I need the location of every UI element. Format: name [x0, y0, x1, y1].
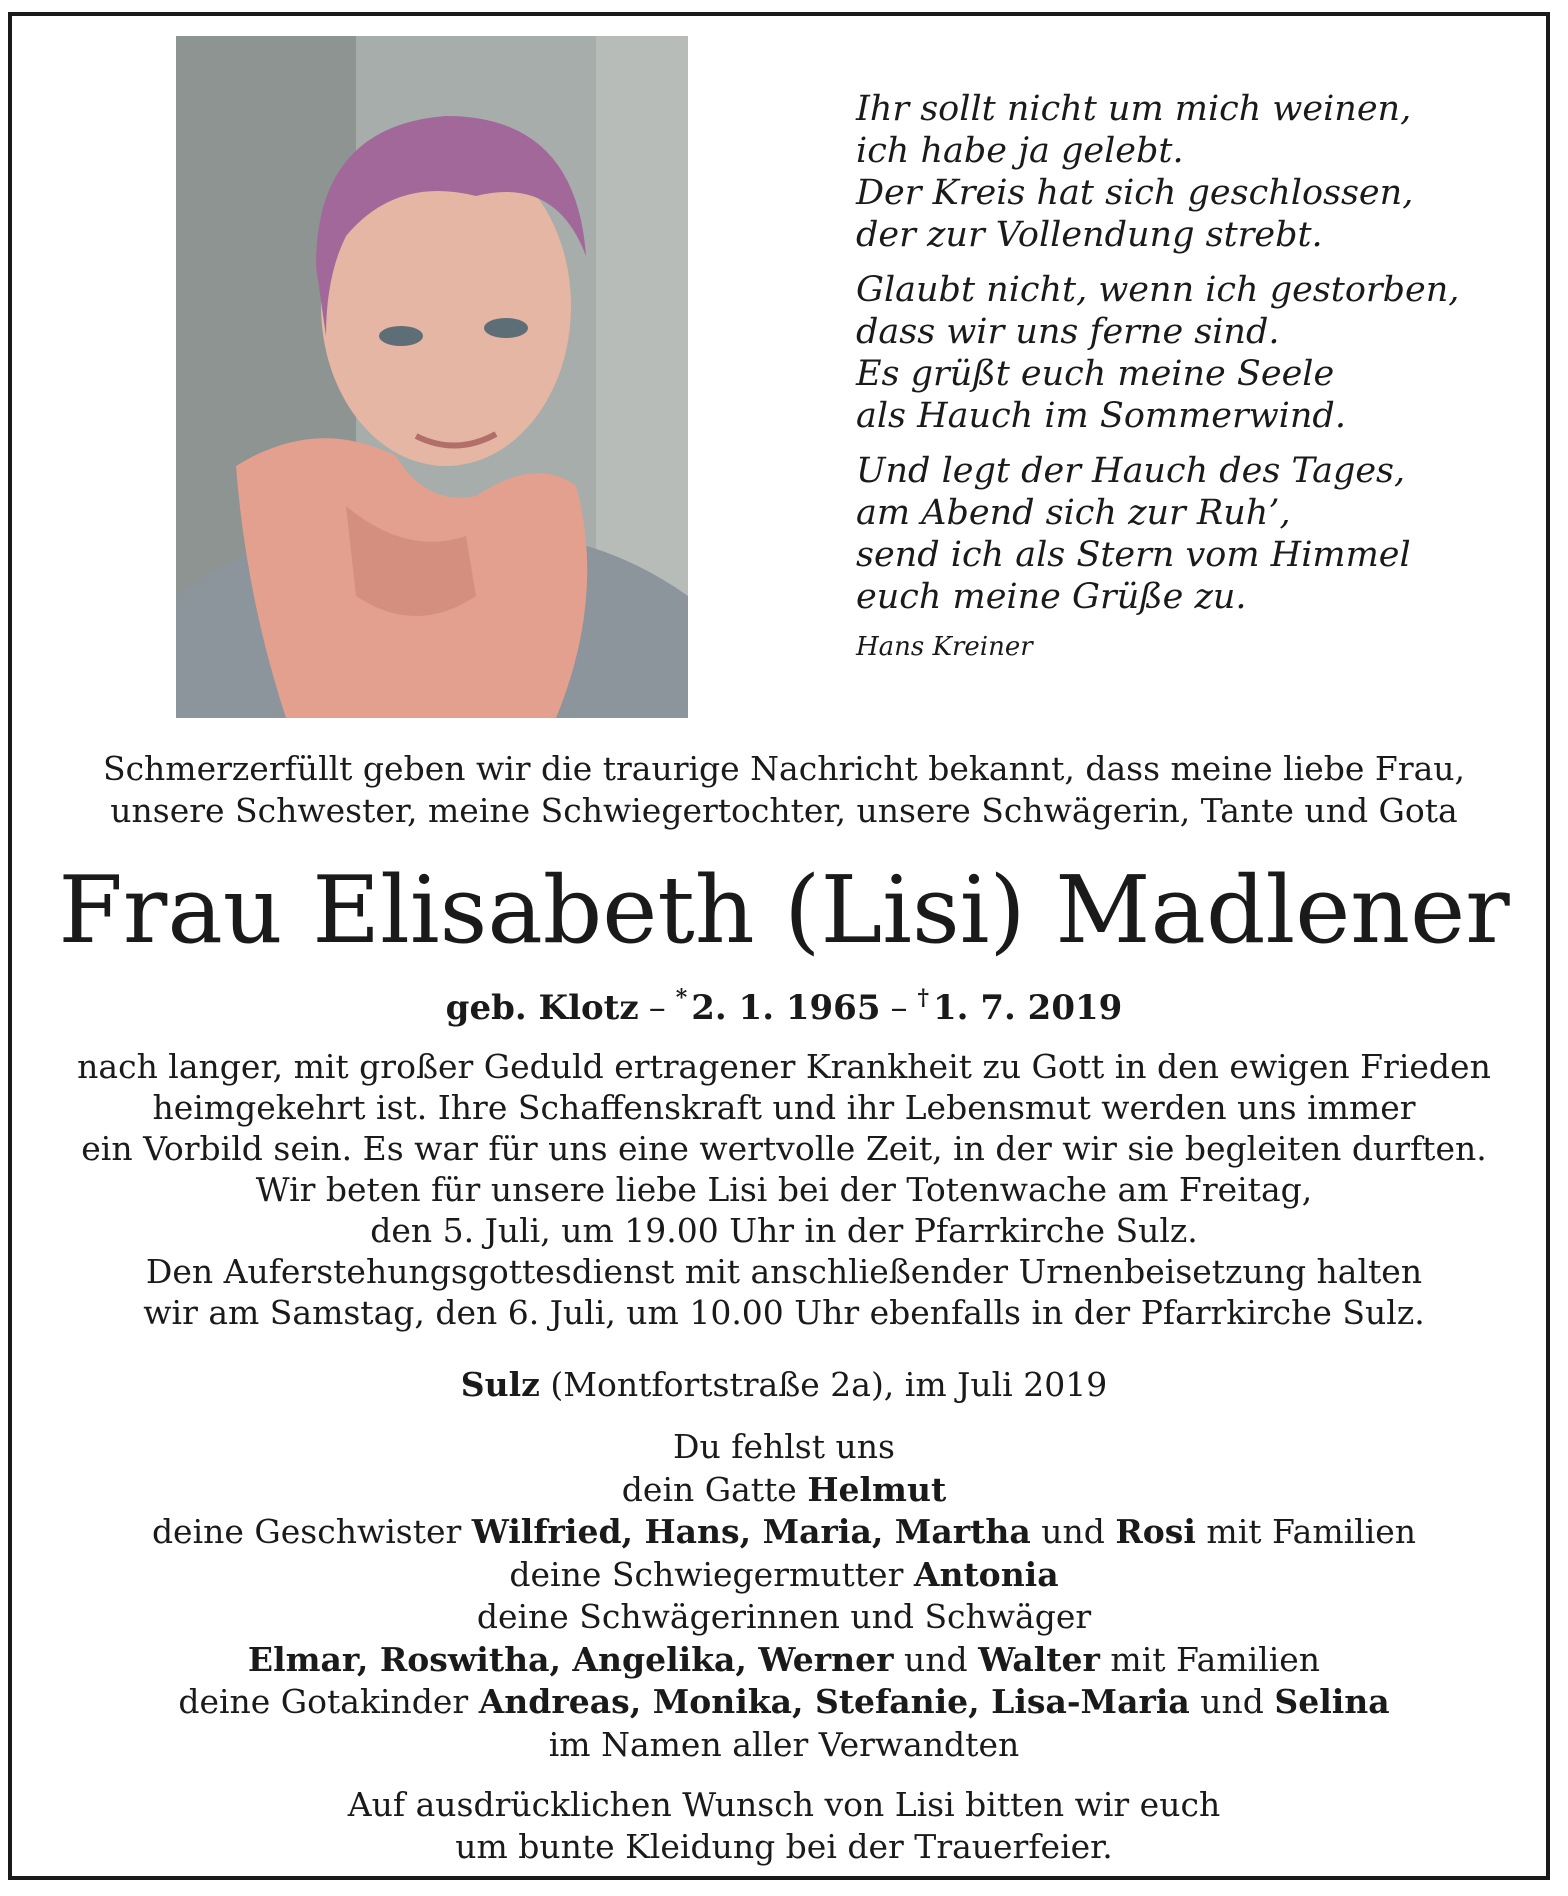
- deceased-name: Frau Elisabeth (Lisi) Madlener: [58, 856, 1510, 964]
- intro-text: [40, 748, 1528, 832]
- relation-suffix: mit Familien: [1099, 1639, 1321, 1679]
- poem: [856, 88, 1496, 663]
- poem-line: als Hauch im Sommerwind.: [856, 396, 1346, 436]
- wish-line: Auf ausdrücklichen Wunsch von Lisi bitten wir euch: [347, 1785, 1221, 1824]
- mourners-line: [40, 1511, 1528, 1554]
- birth-date: 2. 1. 1965: [691, 988, 881, 1028]
- place-rest: (Montfortstraße 2a), im Juli 2019: [539, 1365, 1108, 1404]
- poem-author: Hans Kreiner: [856, 632, 1033, 662]
- body-line: ein Vorbild sein. Es war für uns eine wertvolle Zeit, in der wir sie begleiten durften.: [81, 1129, 1487, 1168]
- poem-line: der zur Vollendung strebt.: [856, 215, 1323, 255]
- body-line: heimgekehrt ist. Ihre Schaffenskraft und ihr Lebensmut werden uns immer: [152, 1088, 1416, 1127]
- relation-label: deine Schwiegermutter: [509, 1554, 914, 1594]
- mourners-closing: im Namen aller Verwandten: [548, 1724, 1020, 1764]
- body-line: Wir beten für unsere liebe Lisi bei der Totenwache am Freitag,: [255, 1170, 1313, 1209]
- wish-line: um bunte Kleidung bei der Trauerfeier.: [455, 1827, 1113, 1866]
- mourner-names: Wilfried, Hans, Maria, Martha: [471, 1512, 1031, 1551]
- mourners-line: deine Schwägerinnen und Schwäger: [476, 1597, 1092, 1636]
- conjunction: und: [1189, 1682, 1275, 1721]
- relation-label: deine Geschwister: [151, 1512, 472, 1551]
- mourner-names: Elmar, Roswitha, Angelika, Werner: [247, 1639, 894, 1679]
- body-line: nach langer, mit großer Geduld ertragener Krankheit zu Gott in den ewigen Frieden: [77, 1047, 1491, 1086]
- poem-line: dass wir uns ferne sind.: [856, 312, 1280, 352]
- portrait-illustration: [176, 36, 688, 718]
- conjunction: und: [1030, 1512, 1116, 1551]
- poem-line: euch meine Grüße zu.: [856, 577, 1247, 617]
- mourner-names: Selina: [1274, 1682, 1390, 1721]
- intro-line: unsere Schwester, meine Schwiegertochter, unsere Schwägerin, Tante und Gota: [110, 791, 1458, 830]
- poem-line: am Abend sich zur Ruh’,: [856, 493, 1291, 533]
- mourners-line: [40, 1681, 1528, 1724]
- poem-line: Ihr sollt nicht um mich weinen,: [856, 89, 1412, 129]
- birth-symbol: *: [675, 985, 688, 1011]
- death-symbol: †: [917, 985, 930, 1011]
- mourner-names: Rosi: [1115, 1512, 1196, 1551]
- poem-stanza: [856, 88, 1496, 256]
- mourner-names: Andreas, Monika, Stefanie, Lisa-Maria: [478, 1682, 1190, 1721]
- place-town: Sulz: [460, 1365, 540, 1404]
- maiden-name: geb. Klotz: [445, 988, 639, 1028]
- poem-line: send ich als Stern vom Himmel: [856, 535, 1411, 575]
- body-line: wir am Samstag, den 6. Juli, um 10.00 Uhr ebenfalls in der Pfarrkirche Sulz.: [143, 1293, 1425, 1332]
- dash: –: [648, 988, 666, 1028]
- dash: –: [890, 988, 908, 1028]
- mourners-line: [40, 1554, 1528, 1597]
- body-line: Den Auferstehungsgottesdienst mit anschließender Urnenbeisetzung halten: [145, 1252, 1423, 1291]
- relation-label: deine Gotakinder: [178, 1682, 479, 1721]
- dress-code-wish: [40, 1784, 1528, 1868]
- poem-line: Es grüßt euch meine Seele: [856, 354, 1335, 394]
- portrait-photo: [176, 36, 688, 718]
- body-line: den 5. Juli, um 19.00 Uhr in der Pfarrkirche Sulz.: [370, 1211, 1198, 1250]
- poem-stanza: [856, 450, 1496, 618]
- mourner-names: Helmut: [807, 1469, 947, 1509]
- mourner-names: Walter: [978, 1639, 1100, 1679]
- mourners-line: [40, 1469, 1528, 1512]
- relation-label: dein Gatte: [621, 1469, 808, 1509]
- poem-line: Der Kreis hat sich geschlossen,: [856, 173, 1414, 213]
- conjunction: und: [893, 1639, 979, 1679]
- poem-line: ich habe ja gelebt.: [856, 131, 1184, 171]
- mourner-names: Antonia: [913, 1554, 1059, 1594]
- death-date: 1. 7. 2019: [933, 988, 1123, 1028]
- place-date: [40, 1364, 1528, 1406]
- mourners-line: [40, 1639, 1528, 1682]
- mourners-intro: Du fehlst uns: [673, 1427, 895, 1466]
- poem-line: Und legt der Hauch des Tages,: [856, 451, 1406, 491]
- relation-suffix: mit Familien: [1195, 1512, 1417, 1551]
- intro-line: Schmerzerfüllt geben wir die traurige Nachricht bekannt, dass meine liebe Frau,: [102, 749, 1466, 788]
- announcement-body: [40, 1046, 1528, 1333]
- mourners-list: [40, 1426, 1528, 1766]
- poem-line: Glaubt nicht, wenn ich gestorben,: [856, 270, 1460, 310]
- poem-stanza: [856, 269, 1496, 437]
- life-dates: [40, 976, 1528, 1030]
